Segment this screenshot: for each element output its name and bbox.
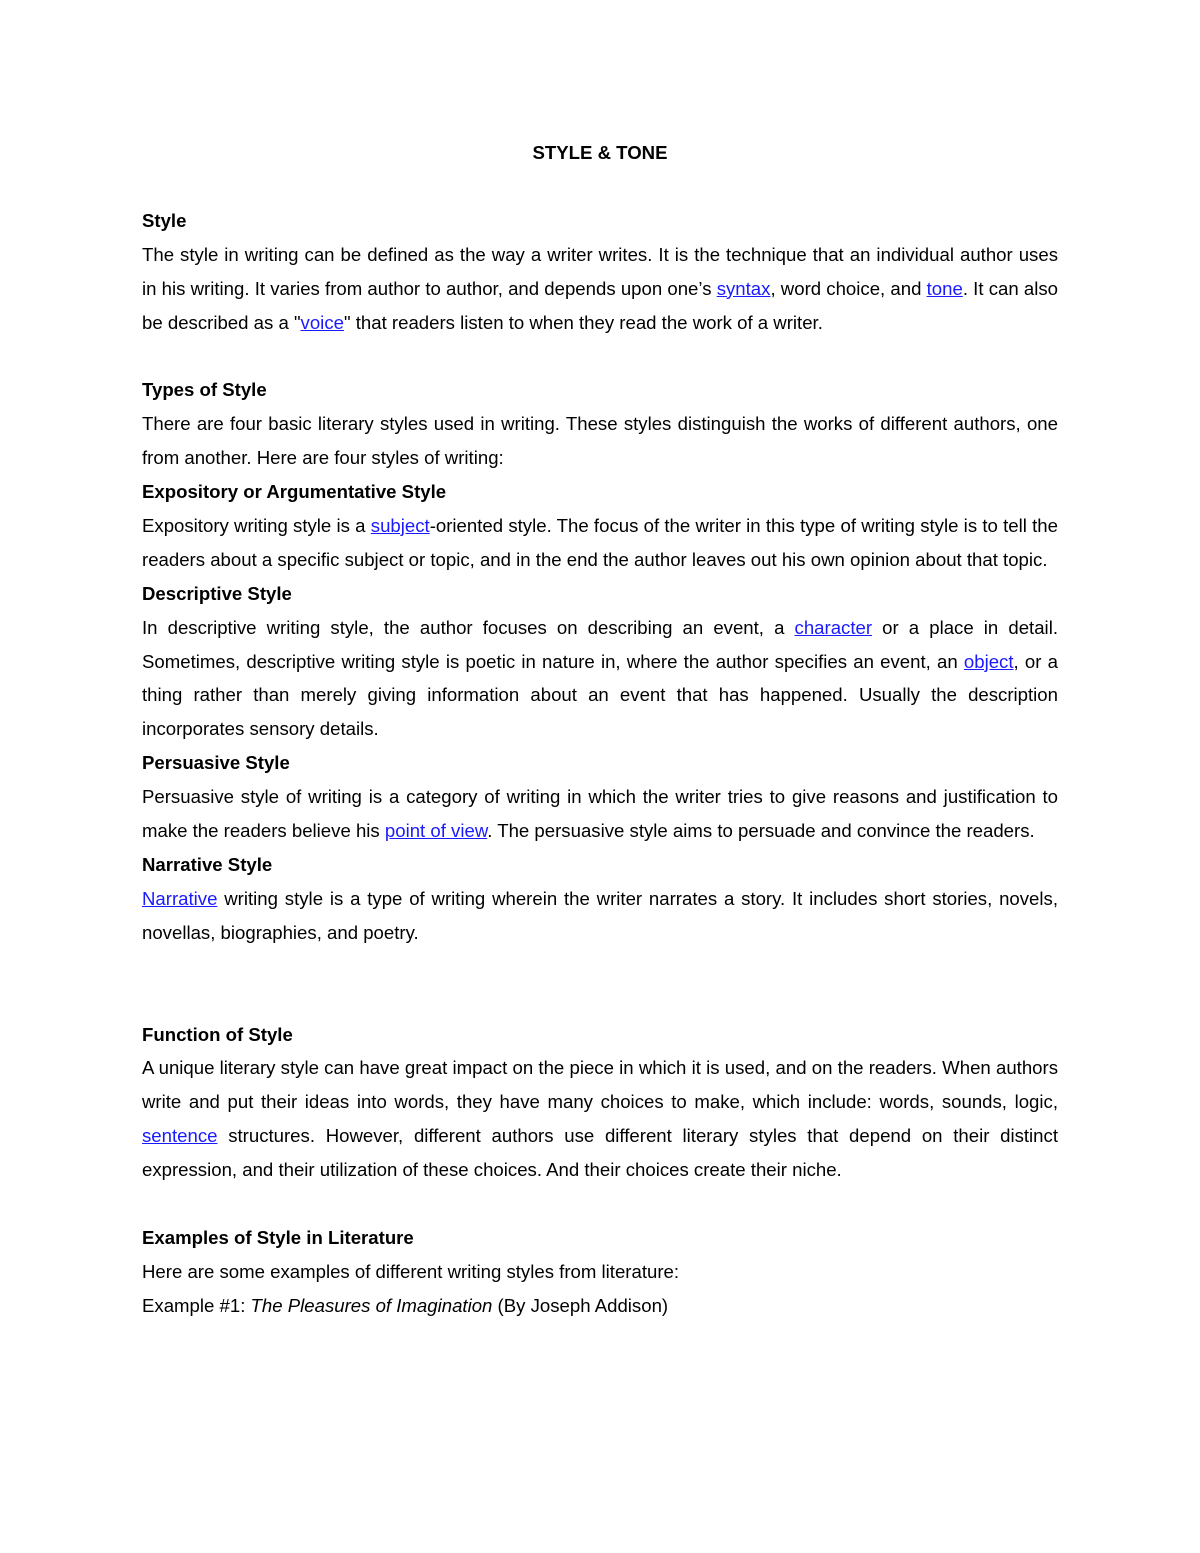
text-run: Example #1: [142, 1294, 251, 1316]
subheading-descriptive: Descriptive Style [142, 582, 292, 604]
text-run: In descriptive writing style, the author focuses on describing an event, a [142, 616, 795, 638]
link-voice[interactable]: voice [300, 311, 344, 333]
example-1-line [142, 1289, 1058, 1323]
document-title: STYLE & TONE [532, 142, 668, 163]
spacer [142, 170, 1058, 204]
section-heading-style: Style [142, 209, 187, 231]
text-run: " that readers listen to when they read the work of a writer. [343, 311, 823, 333]
document-page [142, 136, 1058, 1323]
example-1-title: The Pleasures of Imagination [250, 1294, 493, 1316]
types-intro-paragraph: There are four basic literary styles used in writing. These styles distinguish the works of different authors, one from another. Here are four styles of writing: [142, 413, 1058, 469]
descriptive-paragraph [142, 611, 1058, 747]
expository-paragraph [142, 509, 1058, 577]
text-run: A unique literary style can have great impact on the piece in which it is used, and on the readers. When authors write and put their ideas into words, they have many choices to make, which include: words, sounds, logic, [142, 1057, 1058, 1113]
link-narrative[interactable]: Narrative [142, 887, 218, 909]
spacer [142, 950, 1058, 1018]
subheading-narrative: Narrative Style [142, 854, 273, 875]
section-heading-types: Types of Style [142, 379, 267, 401]
text-run: writing style is a type of writing wherein the writer narrates a story. It includes short stories, novels, novellas, biographies, and poetry. [142, 887, 1058, 943]
text-run: . The persuasive style aims to persuade and convince the readers. [487, 820, 1035, 842]
text-run: Expository writing style is a [142, 514, 371, 536]
subheading-persuasive: Persuasive Style [142, 752, 290, 774]
text-run: , or a thing rather than merely giving information about an event that has happened. Usually the description incorporates sensory details. [142, 650, 1058, 740]
narrative-paragraph [142, 882, 1058, 950]
text-run: Persuasive style of writing is a category of writing in which the writer tries to give reasons and justification to make the readers believe his [142, 786, 1058, 842]
function-paragraph [142, 1051, 1058, 1187]
link-sentence[interactable]: sentence [142, 1125, 218, 1147]
section-heading-examples: Examples of Style in Literature [142, 1226, 414, 1248]
text-run: . It can also be described as a " [142, 277, 1058, 333]
section-heading-function: Function of Style [142, 1023, 293, 1045]
style-paragraph [142, 238, 1058, 340]
persuasive-paragraph [142, 780, 1058, 848]
subheading-expository: Expository or Argumentative Style [142, 481, 447, 503]
link-tone[interactable]: tone [926, 277, 963, 299]
link-character[interactable]: character [794, 616, 873, 638]
text-run: structures. However, different authors use different literary styles that depend on their distinct expression, and their utilization of these choices. And their choices create their niche. [142, 1125, 1058, 1181]
text-run: or a place in detail. Sometimes, descriptive writing style is poetic in nature in, where the author specifies an event, an [142, 616, 1058, 672]
link-syntax[interactable]: syntax [716, 277, 771, 299]
spacer [142, 339, 1058, 373]
link-point-of-view[interactable]: point of view [384, 820, 488, 842]
link-object[interactable]: object [963, 650, 1014, 672]
text-run: (By Joseph Addison) [492, 1294, 669, 1316]
text-run: -oriented style. The focus of the writer in this type of writing style is to tell the readers about a specific subject or topic, and in the end the author leaves out his own opinion about that topic. [142, 514, 1058, 570]
link-subject[interactable]: subject [370, 514, 430, 536]
examples-intro-paragraph: Here are some examples of different writing styles from literature: [142, 1260, 680, 1282]
text-run: The style in writing can be defined as the way a writer writes. It is the technique that an individual author uses in his writing. It varies from author to author, and depends upon one’s [142, 243, 1058, 299]
spacer [142, 1187, 1058, 1221]
text-run: , word choice, and [770, 277, 927, 299]
